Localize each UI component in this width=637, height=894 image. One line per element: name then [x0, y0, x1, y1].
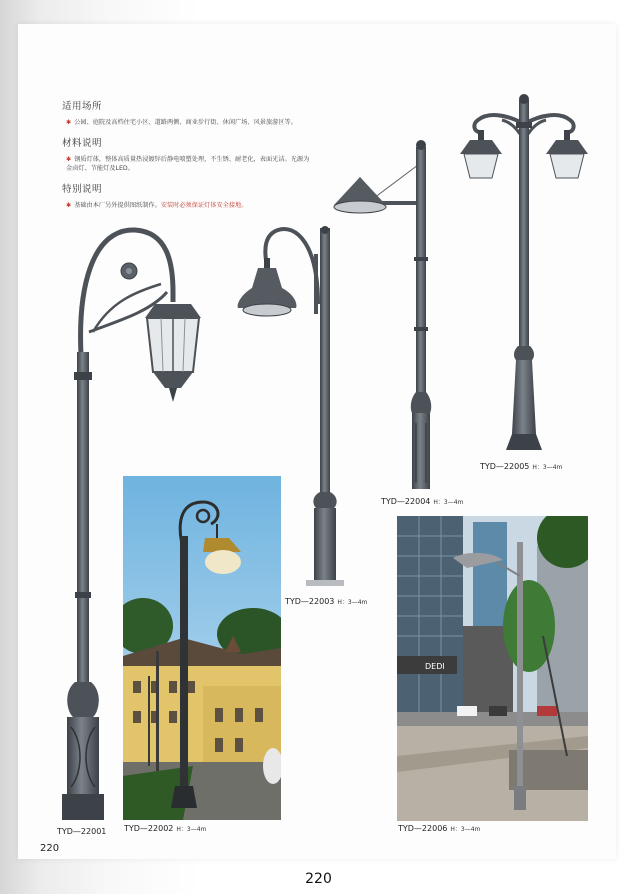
model-label-22001: [57, 827, 106, 836]
bullet-icon: ✱: [66, 155, 72, 163]
applicable-heading: 适用场所: [62, 101, 103, 112]
bullet-icon: ✱: [66, 201, 72, 209]
material-text: [62, 155, 312, 174]
model-label-22004: [381, 497, 463, 506]
lamp-tyd-22004: [330, 137, 440, 493]
special-text: [62, 201, 312, 211]
special-warning: 安装时必须保证灯体安全接地。: [160, 201, 248, 209]
model-label-22006: [398, 824, 480, 833]
model-height: H：3—4m: [450, 826, 481, 833]
page-number-inner: 220: [40, 843, 60, 854]
material-heading: 材料说明: [62, 137, 103, 149]
page-number-footer: 220: [305, 871, 332, 887]
model-label-22002: [124, 824, 206, 833]
model-code: TYD—22002: [124, 824, 174, 833]
photo-tyd-22002: [123, 476, 281, 820]
applicable-description: 公园、庭院及高档住宅小区、道路两侧、商业步行街、休闲广场、风景旅游区等。: [74, 119, 297, 126]
model-height: H：3—4m: [532, 464, 563, 471]
lamp-tyd-22005: [458, 94, 594, 460]
model-label-22005: [480, 462, 562, 471]
specification-block: [62, 98, 312, 217]
model-label-22003: [285, 597, 367, 606]
street-sign: DEDI: [425, 662, 445, 671]
model-code: TYD—22006: [398, 824, 448, 833]
photo-tyd-22006: [397, 516, 588, 821]
model-height: H：3—4m: [433, 499, 464, 506]
model-code: TYD—22001: [57, 827, 107, 836]
applicable-text: [62, 118, 312, 128]
model-code: TYD—22005: [480, 462, 530, 471]
material-description: 钢质灯体，整体高质量热浸镀锌后静电喷塑处理，不生锈、耐老化，表面光洁。光源为金卤灯、节能灯及LED。: [66, 155, 310, 172]
model-height: H：3—4m: [337, 599, 368, 606]
model-code: TYD—22004: [381, 497, 431, 506]
bullet-icon: ✱: [66, 119, 72, 126]
special-description: 基础由本厂另外提供图纸制作。: [74, 201, 161, 209]
model-code: TYD—22003: [285, 597, 335, 606]
model-height: H：3—4m: [176, 826, 207, 833]
special-heading: 特别说明: [62, 183, 103, 195]
